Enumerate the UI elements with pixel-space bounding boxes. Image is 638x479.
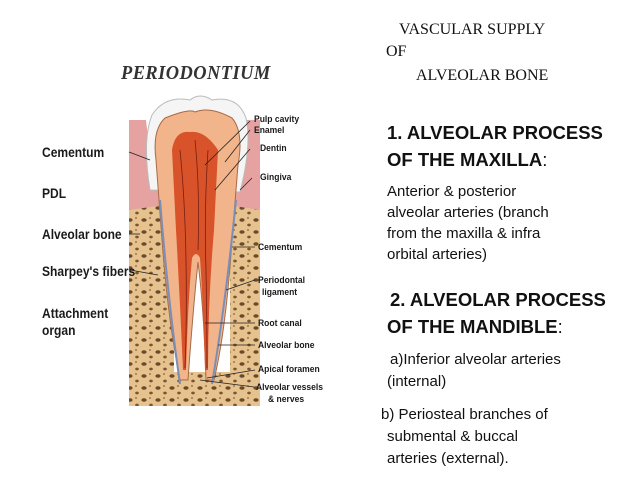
label-cementum-right: Cementum bbox=[258, 242, 303, 253]
label-root-canal: Root canal bbox=[258, 318, 302, 329]
heading-line-2: OF bbox=[386, 43, 407, 60]
label-alveolar-vessels: Alveolar vessels bbox=[256, 382, 324, 393]
label-alveolar-bone-right: Alveolar bone bbox=[258, 340, 315, 351]
section1-title-text: OF THE MAXILLA bbox=[387, 149, 543, 170]
section1-body-line-1: Anterior & posterior bbox=[387, 183, 517, 200]
label-nerves: & nerves bbox=[268, 394, 305, 405]
section1-colon: : bbox=[542, 149, 548, 170]
section1-body-line-2: alveolar arteries (branch bbox=[387, 204, 549, 221]
label-dentin: Dentin bbox=[260, 143, 287, 154]
heading-line-1: VASCULAR SUPPLY bbox=[399, 21, 546, 38]
section1-title-line-1: 1. ALVEOLAR PROCESS bbox=[387, 122, 603, 143]
section2-title-line-1: 2. ALVEOLAR PROCESS bbox=[390, 289, 606, 310]
alveolar-bone-bottom bbox=[129, 372, 260, 406]
section2-body-a-line-2: (internal) bbox=[387, 373, 447, 390]
text-column bbox=[370, 0, 638, 479]
label-organ: organ bbox=[42, 322, 76, 338]
label-alveolar-bone-left: Alveolar bone bbox=[42, 226, 122, 242]
label-pdl: PDL bbox=[42, 185, 67, 201]
section2-body-b-line-3: arteries (external). bbox=[387, 450, 509, 467]
label-gingiva: Gingiva bbox=[260, 172, 292, 183]
heading-line-3: ALVEOLAR BONE bbox=[416, 67, 549, 84]
diagram-title: PERIODONTIUM bbox=[121, 62, 271, 84]
label-apical-foramen: Apical foramen bbox=[258, 364, 320, 375]
section2-title-line-2 bbox=[387, 314, 563, 340]
label-ligament: ligament bbox=[262, 287, 298, 298]
label-pulp-cavity: Pulp cavity bbox=[254, 114, 300, 125]
section2-colon: : bbox=[557, 316, 563, 337]
section2-body-b-line-2: submental & buccal bbox=[387, 428, 518, 445]
section1-body-line-3: from the maxilla & infra bbox=[387, 225, 541, 242]
section1-body-line-4: orbital arteries) bbox=[387, 246, 488, 263]
section2-body-a-line-1: a)Inferior alveolar arteries bbox=[390, 351, 561, 368]
label-enamel: Enamel bbox=[254, 125, 285, 136]
label-attachment: Attachment bbox=[42, 305, 109, 321]
label-cementum-left: Cementum bbox=[42, 144, 105, 160]
section1-title-line-2 bbox=[387, 147, 547, 173]
section2-body-b-line-1: b) Periosteal branches of bbox=[381, 406, 548, 423]
label-sharpeys-fibers: Sharpey's fibers bbox=[42, 263, 136, 279]
label-periodontal: Periodontal bbox=[258, 275, 306, 286]
section2-title-text: OF THE MANDIBLE bbox=[387, 316, 558, 337]
